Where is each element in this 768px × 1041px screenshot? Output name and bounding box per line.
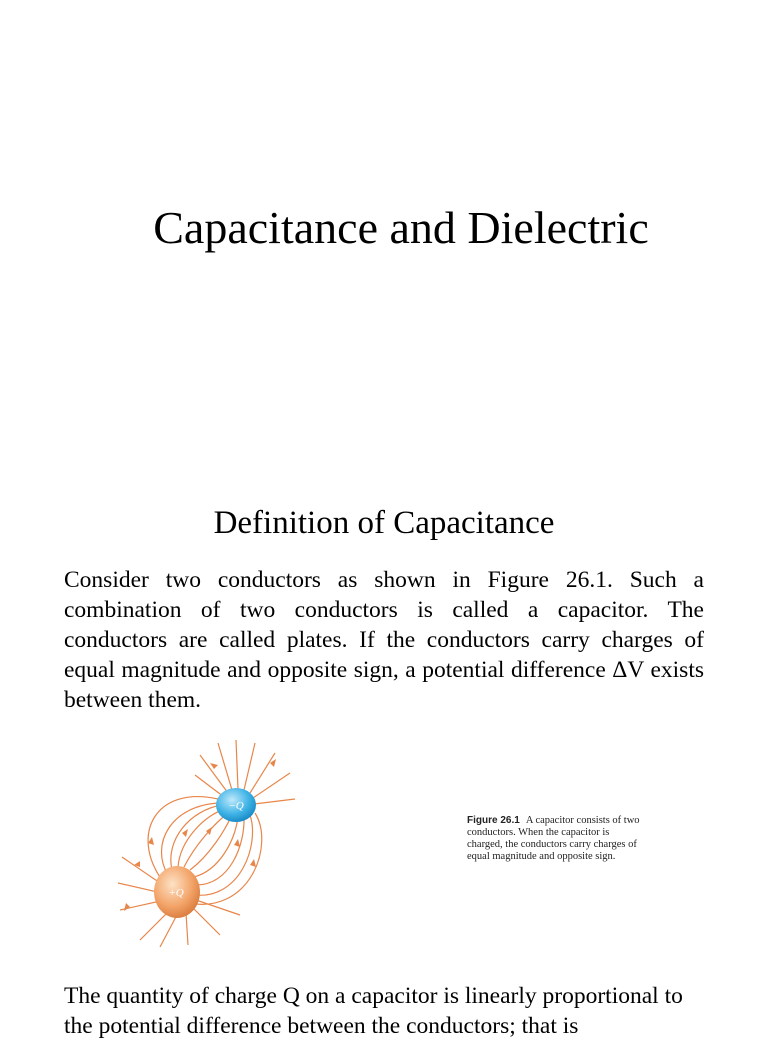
field-lines (118, 740, 295, 947)
section-heading: Definition of Capacitance (213, 505, 555, 541)
field-lines-diagram (110, 735, 310, 950)
field-arrows (124, 759, 276, 911)
paragraph-quantity: The quantity of charge Q on a capacitor is linearly proportional to the potential difference between the conductors; that is (64, 983, 683, 1039)
negative-charge-label: −Q (228, 800, 244, 812)
figure-caption (467, 815, 647, 863)
figure-caption-text: A capacitor consists of two conductors. When the capacitor is charged, the conductors carry charges of equal magnitude and opposite sign. (467, 815, 640, 862)
positive-charge-label: +Q (168, 887, 184, 899)
figure-caption-lead: Figure 26.1 (467, 815, 520, 826)
page-title: Capacitance and Dielectric (153, 202, 649, 253)
capacitor-figure (110, 735, 310, 950)
paragraph-intro: Consider two conductors as shown in Figure 26.1. Such a combination of two conductors is called a capacitor. The conductors are called plates. If the conductors carry charges of equal magnitude and opposite sign, a potential difference ΔV exists between them. (64, 567, 704, 713)
